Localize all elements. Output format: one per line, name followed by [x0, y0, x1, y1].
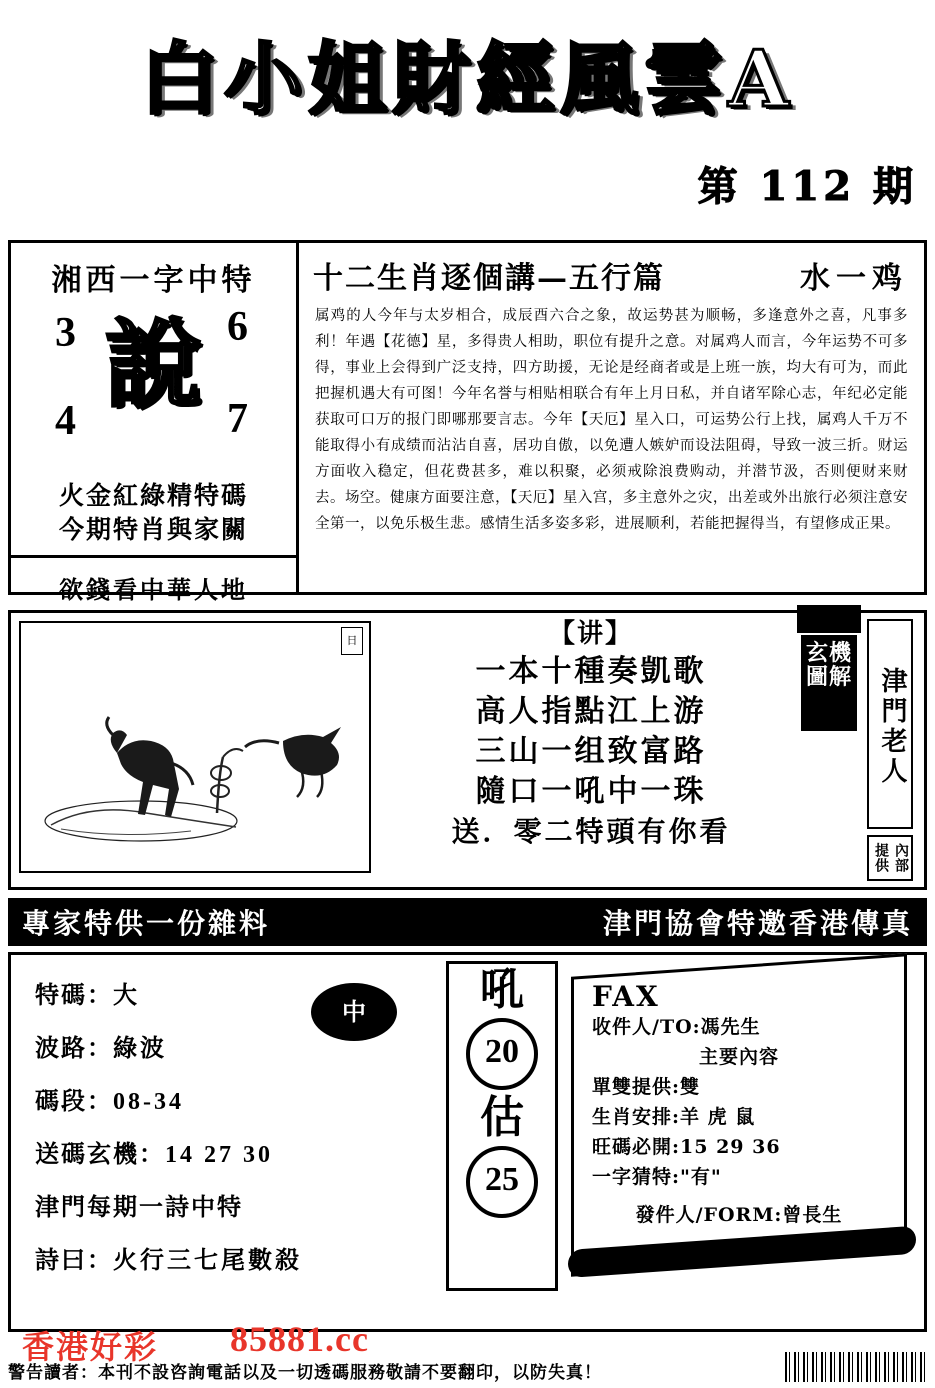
list-item: [35, 1128, 435, 1181]
banner-right-text: 津門協會特邀香港傳真: [602, 907, 913, 940]
left-panel-title: 湘西一字中特: [51, 263, 256, 298]
verse-line-1: 一本十種奏凱歌: [475, 654, 707, 689]
verse-line-2: 高人指點江上游: [475, 694, 707, 729]
seal-cap: [797, 605, 861, 633]
row-label: 津門每期一詩中特: [35, 1192, 243, 1221]
fax-block: [571, 955, 921, 1285]
left-panel-bottom: 欲錢看中華人地: [59, 575, 248, 604]
issue-number: 第 112 期: [697, 163, 917, 210]
left-panel-line-1: 火金紅綠精特碼: [58, 481, 248, 510]
verse-line-3: 三山一组致富路: [475, 734, 707, 769]
left-panel-numbers: [11, 299, 296, 479]
banner-left-text: 專家特供一份雜料: [22, 907, 271, 940]
verse-line-4: 隨口一吼中一珠: [475, 774, 707, 809]
row-label: 送碼玄機：: [35, 1139, 165, 1168]
fax-line-4: 一字猜特:"有": [592, 1166, 722, 1188]
row-label: 特碼：: [35, 980, 113, 1009]
fax-line-3: 旺碼必開:15 29 36: [592, 1136, 781, 1158]
row-two: [8, 610, 927, 890]
guess-number-bottom: 25: [466, 1146, 538, 1218]
zodiac-body-text: 属鸡的人今年与太岁相合，成辰酉六合之象，故运势甚为顺畅，多逢意外之喜，凡事多利！年遇【花德】星，多得贵人相助，职位有提升之意。对属鸡人而言，今年运势不可多得，事业上会得到广泛支持，四方助援，无论是经商者或是上班一族，均大有可为，而此把握机遇大有可图！今年名誉与相贴相联合有年上月日私，并自诸军除心志，年纪必定能获取可口万的报门即哪那要言志。今年【天厄】星入口，可运势公行上找，属鸡人千万不能取得小有成绩而沾沾自喜，居功自傲，以免遭人嫉妒而设法阻碍，导致一波三折。财运方面收入稳定，但花费甚多，难以积聚，必须戒除浪费购动，并潜节汲，否则便财来财去。场空。健康方面要注意，【天厄】星入宫，多主意外之灾，出差或外出旅行必须注意安全第一，以免乐极生悲。感情生活多姿多彩，进展顺利，若能把握得当，有望修成正果。: [315, 308, 908, 532]
fax-line-2: 生肖安排:羊 虎 鼠: [592, 1106, 756, 1128]
row-one: [8, 240, 927, 604]
number-bottom-right: 7: [227, 396, 248, 442]
fax-line-1: 單雙提供:雙: [592, 1076, 701, 1098]
ink-drawing-svg: [21, 623, 367, 869]
fax-paper: [571, 953, 907, 1276]
row-value: 火行三七尾數殺: [113, 1248, 302, 1274]
row-label: 波路：: [35, 1033, 113, 1062]
verse-last-line: 送．零二特頭有你看: [451, 815, 731, 848]
fax-from-label: 發件人/FORM:: [635, 1204, 783, 1226]
left-panel: [11, 243, 299, 604]
barcode: [785, 1352, 925, 1382]
list-item: [35, 1234, 435, 1287]
verse-heading: 【讲】: [548, 619, 633, 649]
fax-title: FAX: [592, 980, 660, 1013]
footer-brand: 香港好彩: [22, 1328, 159, 1366]
row-value: 08-34: [113, 1089, 184, 1115]
zodiac-element: 水一鸡: [800, 261, 908, 296]
old-man-label: 津門老人: [867, 619, 913, 829]
row-label: 碼段：: [35, 1086, 113, 1115]
fax-recipient: [592, 1012, 886, 1042]
row-value: 綠波: [113, 1036, 167, 1062]
list-item: [35, 1181, 435, 1234]
seal-badge: 玄機圖解: [801, 635, 857, 731]
guess-panel: [446, 961, 558, 1291]
big-character: 說: [105, 308, 202, 421]
row-value: 大: [113, 983, 140, 1009]
fax-from-value: 曾長生: [782, 1204, 843, 1226]
fax-sender: [592, 1200, 886, 1230]
masthead: [0, 28, 935, 138]
row-value: 14 27 30: [165, 1142, 273, 1168]
picture-tag: 日: [341, 627, 363, 655]
guess-number-top: 20: [466, 1018, 538, 1090]
footer-domain: 85881.cc: [230, 1319, 369, 1359]
verse-panel: [391, 613, 791, 852]
inner-supply-label: 內部提供: [867, 835, 913, 881]
number-top-left: 3: [55, 310, 76, 356]
number-top-right: 6: [227, 304, 248, 350]
number-bottom-left: 4: [55, 398, 76, 444]
list-item: [35, 1075, 435, 1128]
left-panel-line-2: 今期特肖與家關: [58, 515, 248, 544]
page-title: 白小姐財經風雲A: [140, 34, 795, 125]
zodiac-heading: 十二生肖逐個講—五行篇: [313, 261, 665, 296]
fax-to-value: 馮先生: [700, 1016, 761, 1038]
ink-illustration: [19, 621, 371, 873]
row-label: 詩曰：: [35, 1245, 113, 1274]
fax-subject: 主要內容: [698, 1046, 779, 1068]
seal-stamp-icon: 中: [311, 983, 397, 1041]
guess-char-bottom: 估: [480, 1092, 524, 1143]
fax-to-label: 收件人/TO:: [592, 1016, 701, 1038]
fax-content: [574, 968, 904, 1244]
zodiac-header: [299, 243, 924, 301]
row-three: [8, 952, 927, 1332]
section-banner: [8, 898, 927, 946]
zodiac-panel: [299, 243, 924, 592]
guess-char-top: 吼: [480, 964, 524, 1015]
footer-warning: 警告讀者：本刊不設咨詢電話以及一切透碼服務敬請不要翻印，以防失真！: [8, 1363, 602, 1383]
